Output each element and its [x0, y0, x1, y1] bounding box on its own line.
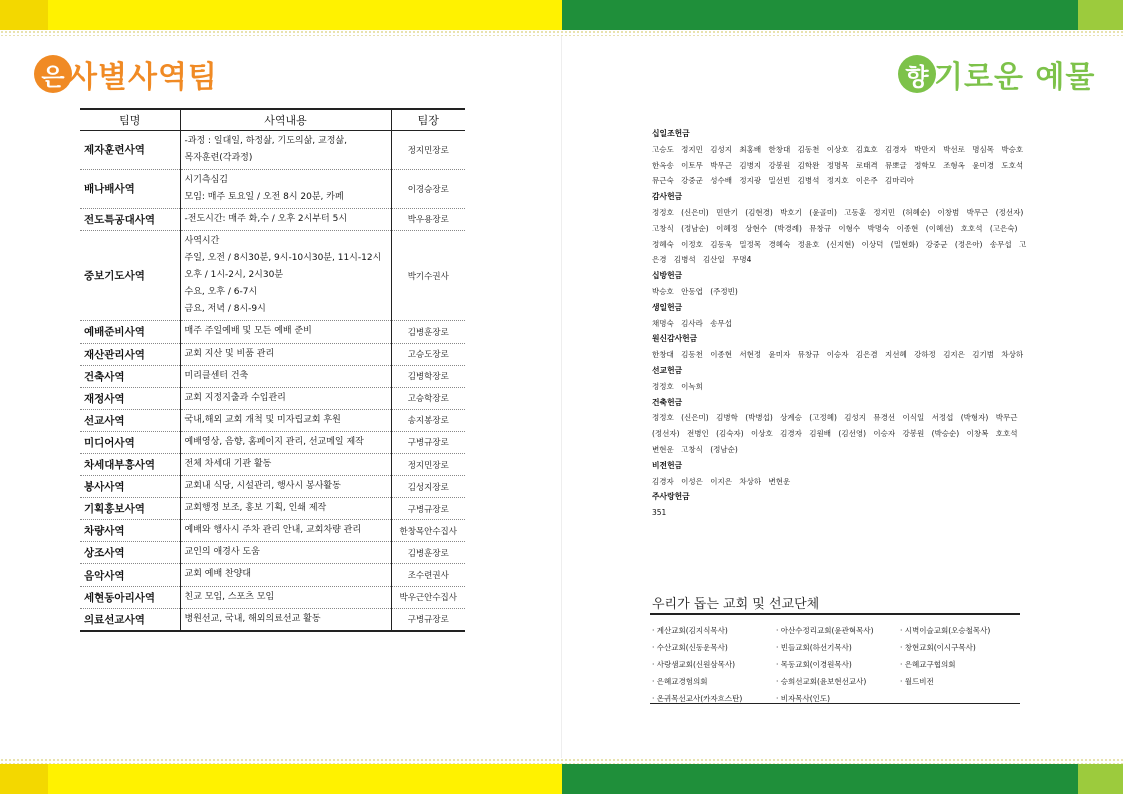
content-line: 교인의 애경사 도움	[184, 547, 260, 558]
table-header-row	[80, 109, 465, 130]
team-name: 봉사사역	[80, 476, 180, 498]
support-item: · 비자목사(인도)	[776, 694, 831, 703]
support-column-3	[900, 622, 990, 690]
team-name: 재정사역	[80, 387, 180, 409]
team-leader: 한창목안수집사	[391, 520, 465, 542]
content-line: 교회내 식당, 시설관리, 행사시 봉사활동	[184, 481, 341, 492]
content-line: 교회 지정지출과 수입관리	[184, 392, 286, 403]
table-row	[80, 542, 465, 564]
table-row	[80, 586, 465, 608]
team-leader: 정지민장로	[391, 130, 465, 169]
table-row	[80, 498, 465, 520]
bottom-dot-pattern	[0, 758, 1123, 764]
offering-names: 정정호 (신은미) 김병학 (박병섭) 상계승 (고정혜) 김성지 뮤경선 이식일 서정섭 (박형자) 박무근 (정선자) 전병인 (김숙자) 이상호 김경자 김원배 (김선영) 이승자 강봉원 (박승순) 이창복 호호석 변현운 고창식 (정남순)	[652, 413, 1018, 454]
offering-names: 박승호 안동엽 (주정빈)	[652, 286, 738, 296]
content-line: 수요, 오후 / 6-7시	[184, 287, 258, 298]
team-leader: 조수련권사	[391, 564, 465, 586]
team-content	[180, 208, 391, 230]
offering-group-title: 생일헌금	[652, 302, 683, 312]
offering-group-title: 감사헌금	[652, 192, 683, 202]
support-column-2	[776, 622, 874, 707]
content-line: 금요, 저녁 / 8시-9시	[184, 304, 266, 315]
support-item: · 계산교회(김지식목사)	[652, 626, 728, 635]
offering-names: 351	[652, 508, 667, 518]
support-item: · 온귀목선교사(카자흐스탄)	[652, 694, 743, 703]
content-line: 사역시간	[184, 235, 220, 246]
offering-group-title: 주사랑헌금	[652, 492, 690, 502]
content-line: 오후 / 1시-2시, 2시30분	[184, 270, 284, 281]
support-item: · 월드비전	[900, 677, 934, 686]
team-leader: 정지민장로	[391, 454, 465, 476]
team-leader: 구병규장로	[391, 431, 465, 453]
content-line: 교회 지산 및 비품 관리	[184, 348, 275, 359]
team-content	[180, 230, 391, 320]
team-name: 차세대부흥사역	[80, 454, 180, 476]
support-end-line	[650, 703, 1020, 704]
support-item: · 아산수정리교회(윤관혁목사)	[776, 626, 874, 635]
team-content	[180, 387, 391, 409]
table-row	[80, 431, 465, 453]
support-item: · 승희선교회(윤보현선교사)	[776, 677, 867, 686]
content-line: 친교 모임, 스포츠 모임	[184, 591, 275, 602]
team-leader: 김병학장로	[391, 365, 465, 387]
team-name: 상조사역	[80, 542, 180, 564]
team-name: 전도특공대사역	[80, 208, 180, 230]
support-title: 우리가 돕는 교회 및 선교단체	[652, 597, 820, 612]
team-content	[180, 409, 391, 431]
team-name: 음악사역	[80, 564, 180, 586]
offering-group-title: 비전헌금	[652, 460, 683, 470]
table-row	[80, 208, 465, 230]
ministry-table	[80, 108, 465, 632]
team-leader: 구병규장로	[391, 498, 465, 520]
team-leader: 김성지장로	[391, 476, 465, 498]
content-line: 미리클센터 건축	[184, 370, 249, 381]
team-name: 건축사역	[80, 365, 180, 387]
ministry-teams-heading	[34, 52, 218, 96]
content-line: 매주 주일예배 및 모든 예배 준비	[184, 326, 312, 337]
team-name: 예배준비사역	[80, 321, 180, 343]
content-line: 목자훈련(각과정)	[184, 152, 253, 163]
table-row	[80, 387, 465, 409]
team-leader: 고승학장로	[391, 387, 465, 409]
bottom-color-band	[0, 764, 1123, 794]
team-content	[180, 365, 391, 387]
support-item: · 사랑샘교회(신원삼목사)	[652, 660, 736, 669]
table-row	[80, 130, 465, 169]
content-line: 시기측심김	[184, 174, 228, 185]
offering-names: 정정호 (신은미) 민만기 (김현경) 박호기 (윤골미) 고동훈 정지민 (허혜순) 이창범 박무근 (정선자) 고창식 (정남순) 이혜정 상현수 (박경례) 뮤창규 이형수 박명숙 이종현 (이혜선) 호호석 (고은숙) 정혜숙 이정호 김동욱 밀정목 경혜숙 정윤호 (신지현) 이상덕 (밀현화) 강중군 (정은아) 송무섭 고은경 김병석 김산일 무명4	[652, 207, 1027, 265]
content-line: 전체 차세대 기관 활동	[184, 459, 272, 469]
team-name: 미디어사역	[80, 431, 180, 453]
support-item: · 은혜교경험의회	[652, 677, 708, 686]
heading-text: 기로운 예물	[934, 60, 1096, 95]
table-row	[80, 230, 465, 320]
team-leader: 박기수권사	[391, 230, 465, 320]
support-item: · 빈들교회(하선기목사)	[776, 643, 852, 652]
table-row	[80, 169, 465, 208]
offering-group-title: 건축헌금	[652, 397, 683, 407]
content-line: 예배영상, 음향, 홈페이지 관리, 선교메일 제작	[184, 436, 364, 447]
table-row	[80, 476, 465, 498]
team-name: 선교사역	[80, 409, 180, 431]
team-leader: 김병훈장로	[391, 542, 465, 564]
team-content	[180, 542, 391, 564]
offering-names: 채명숙 김사라 송무섭	[652, 318, 732, 328]
offerings-heading	[898, 52, 1095, 96]
team-content	[180, 586, 391, 608]
team-content	[180, 130, 391, 169]
team-leader: 송지봉장로	[391, 409, 465, 431]
team-content	[180, 564, 391, 586]
content-line: -과정 : 일대일, 하정삶, 기도의삶, 교정삶,	[184, 135, 347, 146]
team-content	[180, 454, 391, 476]
table-row	[80, 608, 465, 631]
team-content	[180, 169, 391, 208]
table-row	[80, 520, 465, 542]
team-leader: 박우근안수집사	[391, 586, 465, 608]
content-line: 예배와 행사시 주차 관리 안내, 교회차량 관리	[184, 525, 362, 536]
team-content	[180, 476, 391, 498]
team-content	[180, 608, 391, 631]
team-leader: 박우용장로	[391, 208, 465, 230]
offering-group-title: 선교헌금	[652, 365, 683, 375]
offering-names: 한창대 김동천 이종현 서현정 윤미자 뮤창규 이승자 김은겸 지선혜 강하정 김지은 김기범 차상하	[652, 350, 1024, 360]
team-leader: 구병규장로	[391, 608, 465, 631]
table-row	[80, 343, 465, 365]
offering-roster	[652, 126, 1032, 521]
offering-names: 고승도 정지민 김성지 최홍배 한창대 김동천 이상호 김효호 김경자 박만지 박선로 명심목 박승호 한옥송 이토무 박무근 김병지 강봉원 김학완 정명목 로태격 뮤뽀글 정학모 조형옥 윤미경 도호석 뮤근숙 강중군 성수배 정지광 밀선빈 김병석 정지호 이은주 김마리아	[652, 144, 1024, 186]
team-content	[180, 431, 391, 453]
team-leader: 김병훈장로	[391, 321, 465, 343]
support-item: · 시벽이슬교회(오승철목사)	[900, 626, 991, 635]
offering-group-title: 원신감사헌금	[652, 334, 698, 344]
support-item: · 은혜교구협의회	[900, 660, 956, 669]
team-content	[180, 321, 391, 343]
table-row	[80, 365, 465, 387]
offering-group-title: 십방헌금	[652, 271, 683, 281]
header-team-name: 팀명	[80, 109, 180, 130]
team-name: 중보기도사역	[80, 230, 180, 320]
table-row	[80, 564, 465, 586]
team-name: 차량사역	[80, 520, 180, 542]
content-line: 모임: 매주 토요일 / 오전 8시 20분, 카페	[184, 191, 344, 202]
team-content	[180, 520, 391, 542]
team-name: 세현동아리사역	[80, 586, 180, 608]
support-divider	[650, 613, 1020, 615]
heading-initial: 은	[34, 55, 72, 93]
support-item: · 목동교회(이경원목사)	[776, 660, 852, 669]
support-item: · 수산교회(신동운목사)	[652, 643, 728, 652]
offering-names: 정정호 이녹희	[652, 381, 703, 391]
team-content	[180, 498, 391, 520]
table-row	[80, 321, 465, 343]
table-row	[80, 409, 465, 431]
header-leader: 팀장	[391, 109, 465, 130]
team-name: 의료선교사역	[80, 608, 180, 631]
team-leader: 고승도장로	[391, 343, 465, 365]
support-item: · 창현교회(이시구목사)	[900, 643, 976, 652]
team-name: 기획홍보사역	[80, 498, 180, 520]
top-color-band	[0, 0, 1123, 30]
team-name: 배나배사역	[80, 169, 180, 208]
header-content: 사역내용	[180, 109, 391, 130]
team-leader: 이경승장로	[391, 169, 465, 208]
team-name: 재산관리사역	[80, 343, 180, 365]
team-name: 제자훈련사역	[80, 130, 180, 169]
content-line: 교회 예배 찬양대	[184, 569, 252, 580]
page-fold	[561, 36, 562, 758]
content-line: 국내,해외 교회 개척 및 미자립교회 후원	[184, 414, 341, 425]
team-content	[180, 343, 391, 365]
offering-names: 김경자 이성은 이지은 차상하 변현운	[652, 476, 791, 486]
heading-text: 사별사역팀	[68, 60, 218, 95]
heading-initial: 향	[898, 55, 936, 93]
offering-group-title: 십일조헌금	[652, 129, 690, 138]
content-line: 병원선교, 국내, 해외의료선교 활동	[184, 613, 321, 624]
table-row	[80, 454, 465, 476]
content-line: 주일, 오전 / 8시30분, 9시-10시30분, 11시-12시	[184, 253, 382, 264]
support-column-1	[652, 622, 742, 707]
content-line: -전도시간: 매주 화,수 / 오후 2시부터 5시	[184, 213, 348, 224]
content-line: 교회행정 보조, 홍보 기획, 인쇄 제작	[184, 503, 327, 514]
